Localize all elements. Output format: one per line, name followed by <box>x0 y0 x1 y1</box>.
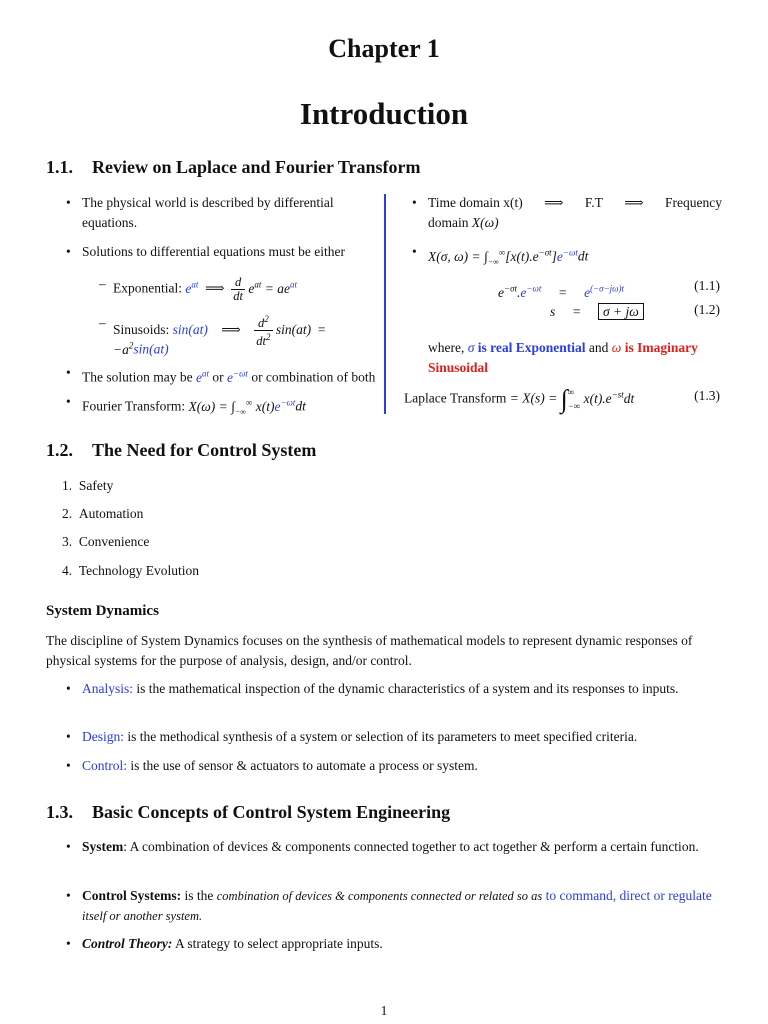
section-title: The Need for Control System <box>92 440 317 460</box>
section-number: 1.1. <box>46 157 73 177</box>
section-2-heading <box>46 440 316 461</box>
control-theory-definition: • Control Theory: A strategy to select appropriate inputs. <box>82 934 726 954</box>
need-item-4: 4. Technology Evolution <box>62 563 200 578</box>
analysis-item: • Analysis: is the mathematical inspection of the dynamic characteristics of a system and its responses to inputs. <box>82 679 726 699</box>
column-divider <box>384 194 386 414</box>
system-dynamics-heading: System Dynamics <box>46 603 159 619</box>
equation-1-1: $e^{-\sigma t}.e^{-\omega t} = e^{(-\sigma-j\omega)t}$ <box>498 283 625 300</box>
section-title: Basic Concepts of Control System Engineering <box>92 802 451 822</box>
left-bullet-4: • Fourier Transform: $X(\omega) = \int_{-\infty}^\infty$ $x(t)e^{-\omega t}dt$ <box>82 392 382 422</box>
right-bullet-1: • Time domain x(t) ⟹ F.T ⟹ Frequency domain X(ω) <box>428 193 722 233</box>
section-3-heading <box>46 802 450 823</box>
chapter-label: Chapter 1 <box>328 34 440 63</box>
exponential-item: – Exponential: $e^{at}$ ⟹ $\frac{d}{dt}$ $e^{at} = ae^{at}$ <box>113 274 383 303</box>
equation-1-3-number: (1.3) <box>694 388 720 403</box>
sinusoid-result: $-a^2\sin(at)$ <box>113 340 169 357</box>
section-1-heading <box>46 157 420 178</box>
sinusoid-item: – Sinusoids: sin(at) ⟹ $\frac{d^2}{dt^2}$ sin(at) = <box>113 313 375 348</box>
laplace-transform-equation: Laplace Transform = X(s) = ∫∞ −∞ $x(t).e^{-st}dt$ <box>404 384 635 414</box>
equation-1-2: s = σ + jω <box>550 302 644 322</box>
exponential-label: Exponential: <box>113 280 182 296</box>
need-item-3: 3. Convenience <box>62 534 150 549</box>
right-bullet-2: • X(σ, $\omega) = \int_{-\infty}^\infty[x(t).e^{-\sigma t}]e^{-\omega t}dt$ <box>428 242 722 272</box>
section-number: 1.3. <box>46 802 73 822</box>
section-number: 1.2. <box>46 440 73 460</box>
page-title: Introduction <box>299 96 469 131</box>
sinusoid-label: Sinusoids: <box>113 321 170 337</box>
system-dynamics-paragraph: The discipline of System Dynamics focuses on the synthesis of mathematical models to represent dynamic responses of physical systems for the purpose of analysis, design, and/or control. <box>46 633 693 668</box>
left-bullet-1: • The physical world is described by differential equations. <box>82 193 378 233</box>
control-systems-definition: • Control Systems: is the combination of devices & components connected or related so as to command, direct or regulate itself or another system. <box>82 886 726 926</box>
section-title: Review on Laplace and Fourier Transform <box>92 157 421 177</box>
need-item-2: 2. Automation <box>62 506 144 521</box>
where-note: where, σ is real Exponential and ω is Imaginary Sinusoidal <box>428 340 698 375</box>
need-item-1: 1. Safety <box>62 478 114 493</box>
left-bullet-3: • The solution may be $e^{at}$ or $e^{-\omega t}$ or combination of both <box>82 363 422 388</box>
page-number: 1 <box>380 1003 388 1018</box>
left-bullet-2: • Solutions to differential equations must be either <box>82 242 382 262</box>
design-item: • Design: is the methodical synthesis of a system or selection of its parameters to meet specified criteria. <box>82 727 726 747</box>
equation-1-2-number: (1.2) <box>694 302 720 317</box>
system-definition: • System: A combination of devices & components connected together to act together & perform a certain function. <box>82 837 726 857</box>
equation-1-1-number: (1.1) <box>694 278 720 293</box>
control-item: • Control: is the use of sensor & actuators to automate a process or system. <box>82 756 726 776</box>
